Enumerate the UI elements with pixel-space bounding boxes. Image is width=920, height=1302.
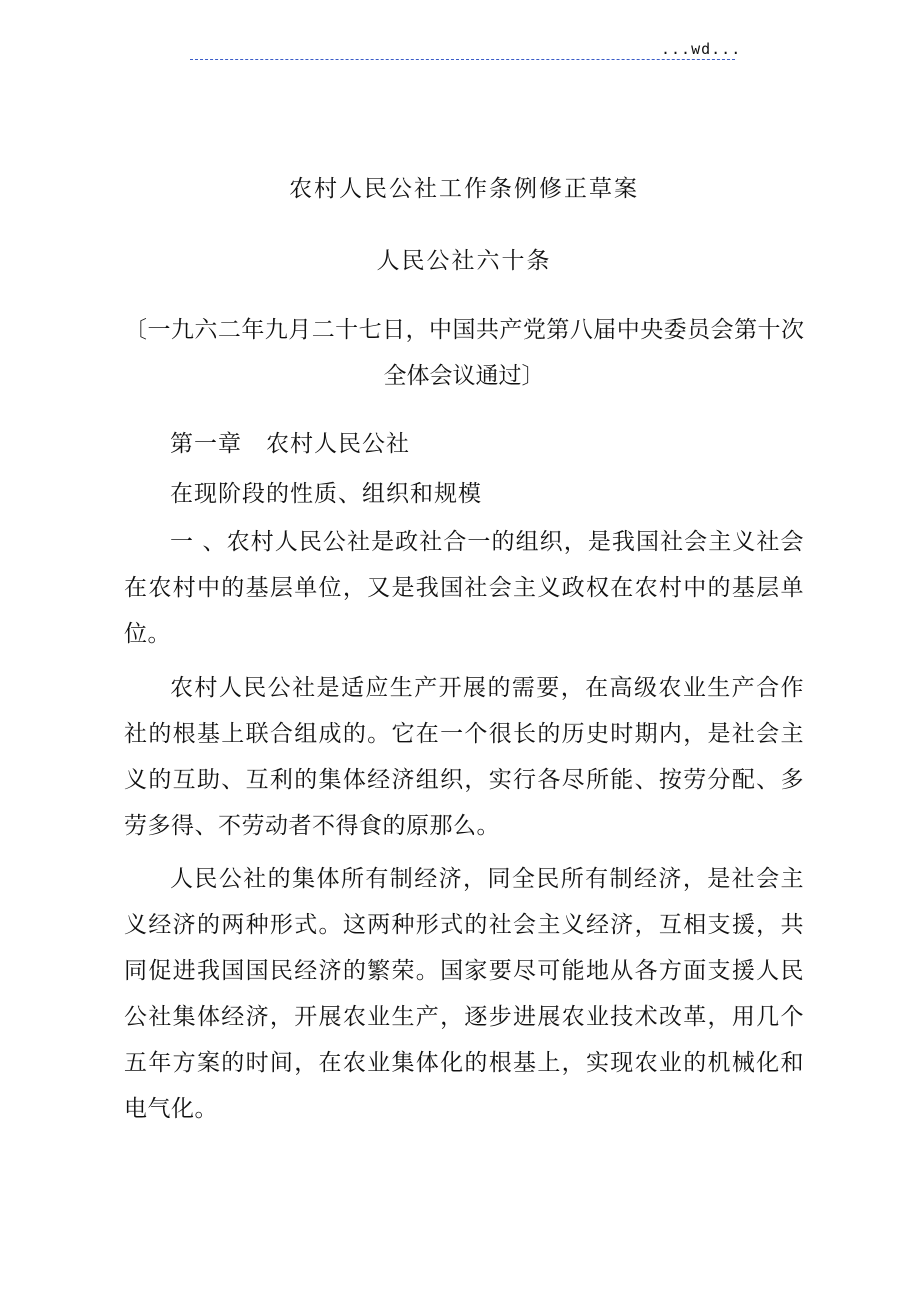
adoption-note: 〔一九六二年九月二十七日，中国共产党第八届中央委员会第十次全体会议通过〕 xyxy=(124,317,804,389)
chapter-subheading: 在现阶段的性质、组织和规模 xyxy=(170,481,482,507)
paragraph-commune-basis: 农村人民公社是适应生产开展的需要，在高级农业生产合作社的根基上联合组成的。它在一个很长的历史时期内，是社会主义的互助、互利的集体经济组织，实行各尽所能、按劳分配、多劳多得、不劳动者不得食的原那么。 xyxy=(124,675,804,839)
document-title: 农村人民公社工作条例修正草案 xyxy=(289,176,639,202)
header-dashed-rule xyxy=(190,59,735,60)
chapter-heading: 第一章 农村人民公社 xyxy=(170,431,410,457)
paragraph-collective-economy: 人民公社的集体所有制经济，同全民所有制经济，是社会主义经济的两种形式。这两种形式的社会主义经济，互相支援，共同促进我国国民经济的繁荣。国家要尽可能地从各方面支援人民公社集体经济，开展农业生产，逐步进展农业技术改革，用几个五年方案的时间，在农业集体化的根基上，实现农业的机械化和电气化。 xyxy=(124,866,804,1122)
document-subtitle: 人民公社六十条 xyxy=(376,248,552,274)
header-watermark-text: ...wd... xyxy=(661,40,742,58)
paragraph-article-1: 一 、农村人民公社是政社合一的组织，是我国社会主义社会在农村中的基层单位，又是我国社会主义政权在农村中的基层单位。 xyxy=(124,529,804,647)
